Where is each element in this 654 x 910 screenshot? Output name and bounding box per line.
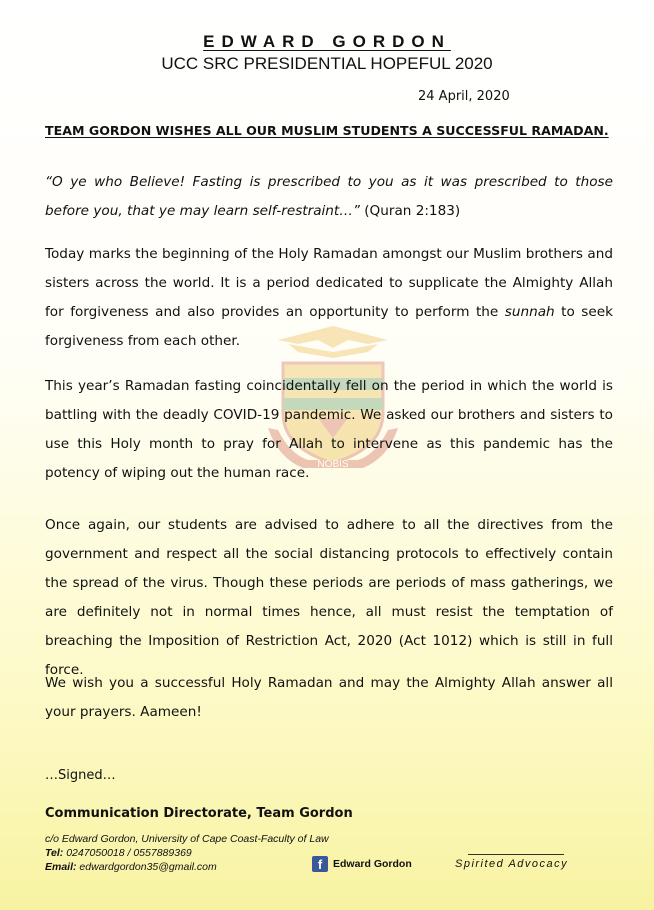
facebook-icon: f [312, 856, 328, 872]
facebook-name[interactable]: Edward Gordon [333, 858, 412, 870]
footer-email[interactable] [45, 861, 217, 873]
footer-tel [45, 847, 192, 859]
paragraph-1-end: to seek forgiveness from each other. [45, 304, 613, 349]
paragraph-3: Once again, our students are advised to adhere to all the directives from the government and respect all the social distancing protocols to effectively contain the spread of the virus. Though these periods are periods of mass gatherings, we are definitely not in normal times hence, all must resist the temptation of breaching the Imposition of Restriction Act, 2020 (Act 1012) which is still in full force. [45, 517, 613, 678]
quote-reference: (Quran 2:183) [364, 203, 461, 219]
document-date: 24 April, 2020 [418, 89, 510, 104]
quran-quote [45, 168, 613, 226]
tel-label: Tel: [45, 847, 64, 859]
tel-value: 0247050018 / 0557889369 [63, 847, 192, 859]
footer-address: c/o Edward Gordon, University of Cape Coast-Faculty of Law [45, 833, 329, 845]
facebook-link[interactable] [312, 856, 412, 872]
paragraph-4: We wish you a successful Holy Ramadan and may the Almighty Allah answer all your prayers. Aameen! [45, 675, 613, 720]
paragraph-1-start: Today marks the beginning of the Holy Ramadan amongst our Muslim brothers and sisters across the world. It is a period dedicated to supplicate the Almighty Allah for forgiveness and also provides an opportunity to perform the [45, 246, 613, 320]
headline: TEAM GORDON WISHES ALL OUR MUSLIM STUDENTS A SUCCESSFUL RAMADAN. [45, 123, 609, 138]
paragraph-1 [45, 240, 613, 356]
slogan: Spirited Advocacy [455, 858, 569, 870]
quote-text: “O ye who Believe! Fasting is prescribed to you as it was prescribed to those before you, that ye may learn self-restraint…” [45, 174, 613, 219]
signed-line: …Signed… [45, 768, 116, 783]
paragraph-2: This year’s Ramadan fasting coincidentally fell on the period in which the world is battling with the deadly COVID-19 pandemic. We asked our brothers and sisters to use this Holy month to pray for Allah to intervene as this pandemic has the potency of wiping out the human race. [45, 378, 613, 481]
header-name: EDWARD GORDON [203, 32, 451, 51]
email-label: Email: [45, 861, 77, 873]
email-value[interactable]: edwardgordon35@gmail.com [76, 861, 217, 873]
paragraph-1-sunnah: sunnah [504, 304, 555, 320]
slogan-divider [468, 854, 564, 855]
directorate-line: Communication Directorate, Team Gordon [45, 806, 353, 821]
header-subtitle: UCC SRC PRESIDENTIAL HOPEFUL 2020 [161, 54, 493, 73]
crest-ribbon-text: NOBIS [317, 459, 349, 470]
